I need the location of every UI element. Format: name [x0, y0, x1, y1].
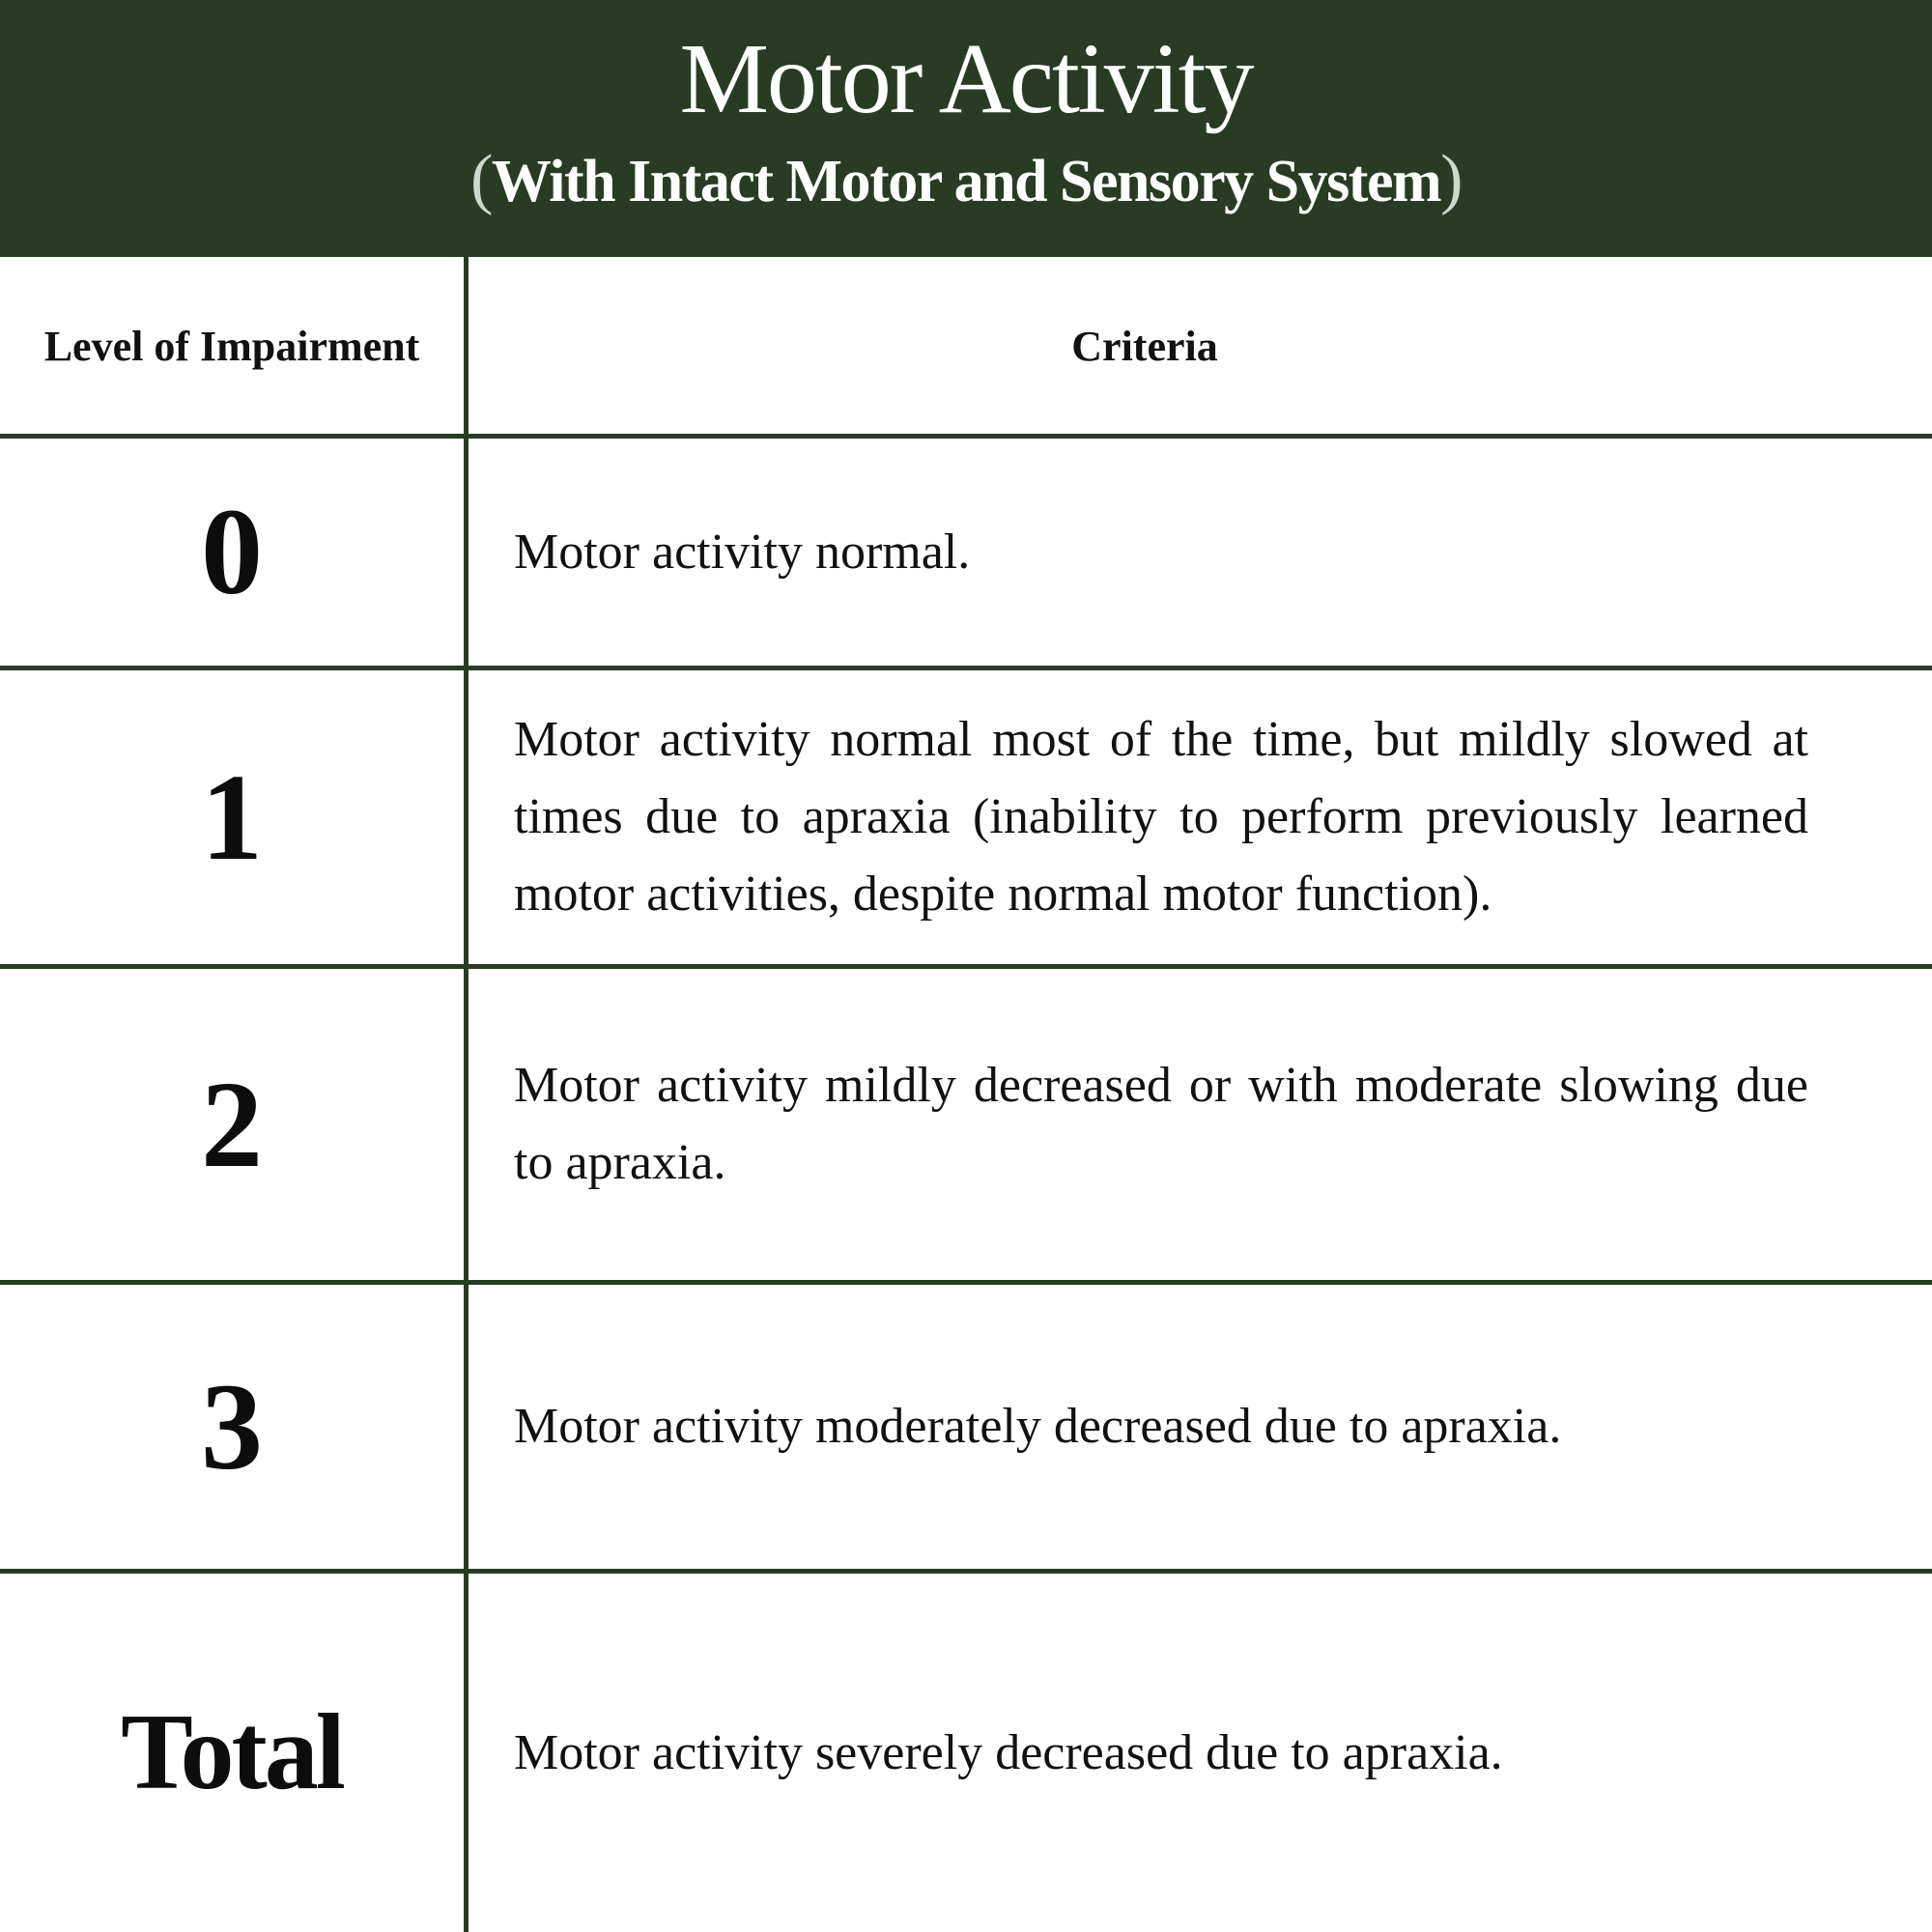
level-cell-2: 2 [201, 1055, 263, 1193]
subtitle-text: With Intact Motor and Sensory System [491, 149, 1441, 214]
criteria-text: Motor activity mildly decreased or with moderate slowing due to apraxia. [514, 1058, 1808, 1190]
column-header-level: Level of Impairment [43, 322, 420, 370]
criteria-text: Motor activity normal most of the time, but mildly slowed at times due to apraxia (inability to perform previously learned motor activities, despite normal motor function). [514, 712, 1808, 922]
level-cell-0: 0 [201, 483, 263, 620]
criteria-cell-0 [514, 439, 1808, 666]
criteria-text: Motor activity moderately decreased due to apraxia. [514, 1399, 1562, 1454]
criteria-text: Motor activity normal. [514, 524, 971, 580]
criteria-cell-3 [514, 1285, 1808, 1569]
column-divider [464, 257, 469, 1932]
level-cell-1: 1 [201, 748, 263, 886]
page-title: Motor Activity [679, 23, 1253, 134]
subtitle-close-paren: ) [1440, 142, 1462, 216]
level-cell-total: Total [121, 1692, 343, 1812]
header-banner [0, 0, 1932, 257]
criteria-text: Motor activity severely decreased due to apraxia. [514, 1724, 1503, 1780]
criteria-cell-2 [514, 969, 1808, 1280]
page-subtitle [0, 141, 1932, 220]
subtitle-open-paren: ( [470, 142, 492, 216]
column-header-criteria: Criteria [1071, 322, 1218, 370]
criteria-cell-1 [514, 670, 1808, 964]
level-cell-3: 3 [201, 1357, 263, 1495]
criteria-cell-total [514, 1574, 1808, 1932]
